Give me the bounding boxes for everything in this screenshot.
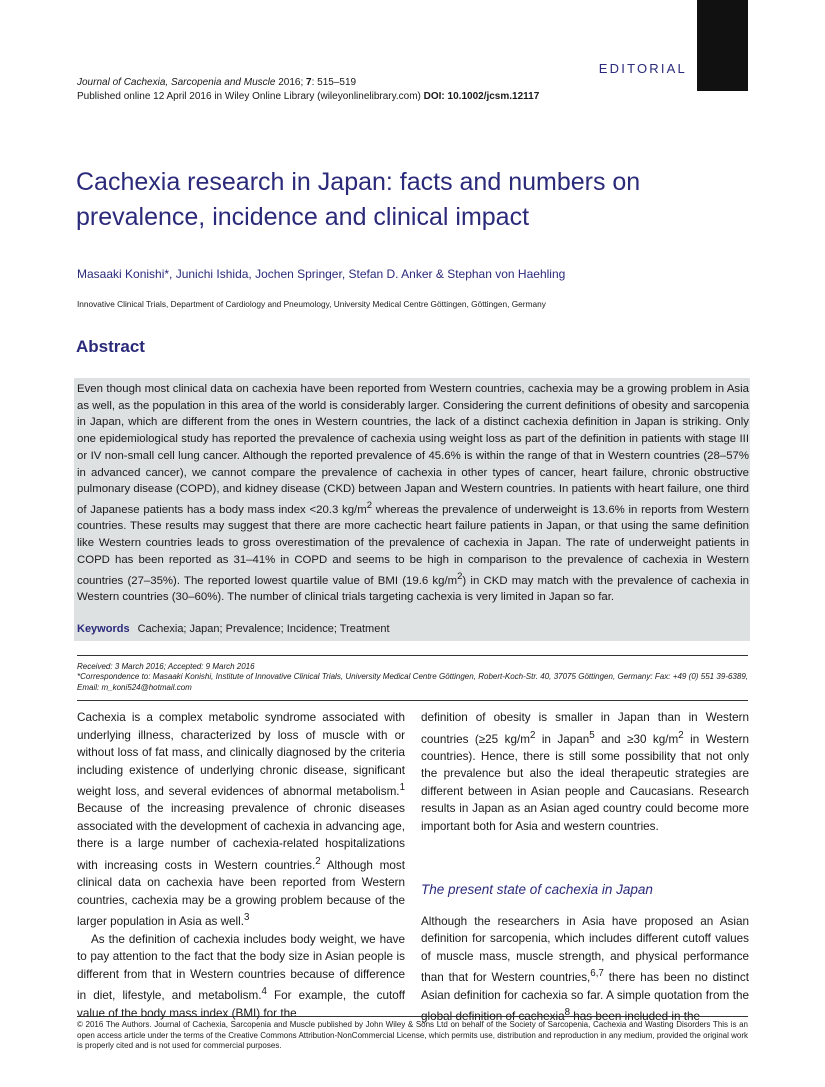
- publication-line: [77, 90, 539, 104]
- section-subheading: The present state of cachexia in Japan: [421, 882, 653, 898]
- superscript: 2: [457, 570, 463, 582]
- affiliation: Innovative Clinical Trials, Department of Cardiology and Pneumology, University Medical Centre Göttingen, Göttingen, Germany: [77, 299, 546, 309]
- superscript: 2: [678, 729, 684, 741]
- article-title: Cachexia research in Japan: facts and numbers on prevalence, incidence and clinical impact: [76, 168, 641, 231]
- superscript: 2: [366, 499, 372, 511]
- abstract-text: [77, 381, 749, 606]
- author-list[interactable]: Masaaki Konishi*, Junichi Ishida, Jochen Springer, Stefan D. Anker & Stephan von Haehling: [77, 267, 566, 281]
- corner-tab: [697, 0, 748, 91]
- divider: [77, 655, 748, 656]
- text-run: in Japan: [535, 732, 590, 746]
- keywords-label: Keywords: [77, 623, 130, 635]
- abstract-part: Even though most clinical data on cachexia have been reported from Western countries, cachexia may be a growing problem in Asia as well, as the population in this area of the world is considerably larger. Considering the current definitions of obesity and sarcopenia in Japan, which are different from the ones in Western countries, the lack of a distinct cachexia definition in Japan is striking. Only one epidemiological study has reported the prevalence of cachexia using weight loss as part of the definition in patients with stage III or IV non-small cell lung cancer. Although the reported prevalence of 45.6% is within the range of that in Western countries (28–57% in advanced cancer), we cannot compare the prevalence of cachexia in other types of cancer, heart failure, chronic obstructive pulmonary disease (COPD), and kidney disease (CKD) between Japan and Western countries. In patients with heart failure, one third of Japanese patients has a body mass index <20.3 kg/m: [77, 383, 749, 516]
- correspondence: *Correspondence to: Masaaki Konishi, Institute of Innovative Clinical Trials, University Medical Centre Göttingen, Robert-Koch-Str. 40, 37075 Göttingen, Germany: Fax: +49 (0) 551 39-6389, Email: m_koni524@hotmail.com: [77, 672, 748, 692]
- citation-ref[interactable]: 4: [261, 986, 267, 998]
- text-run: there has been no distinct Asian definition for cachexia so far. A simple quotation from the global definition of cachexia: [421, 971, 749, 1024]
- body-column-left: [77, 709, 405, 1020]
- journal-citation: [77, 76, 356, 90]
- paragraph: [77, 709, 405, 931]
- abstract-heading: Abstract: [76, 337, 145, 356]
- journal-pages: : 515–519: [311, 77, 357, 88]
- journal-year: 2016;: [278, 77, 304, 88]
- text-run: For example, the cutoff value of the body mass index (BMI) for the: [77, 989, 405, 1020]
- paragraph: [421, 709, 749, 835]
- keywords-line: [77, 623, 390, 635]
- paragraph: [77, 931, 405, 1022]
- paragraph: [421, 913, 749, 1026]
- text-run: Cachexia is a complex metabolic syndrome associated with underlying illness, characterized by loss of muscle with or without loss of fat mass, and clinically diagnosed by the criteria including existence of underlying chronic disease, significant weight loss, and several evidences of abnormal metabolism.: [77, 711, 405, 798]
- keywords-list: Cachexia; Japan; Prevalence; Incidence; Treatment: [137, 623, 390, 635]
- text-run: and ≥30 kg/m: [594, 732, 679, 746]
- citation-ref[interactable]: 6,7: [590, 968, 604, 980]
- divider: [77, 700, 748, 701]
- citation-ref[interactable]: 8: [564, 1007, 571, 1019]
- text-run: As the definition of cachexia includes body weight, we have to pay attention to the fact that the body size in Asian people is different from that in Western countries because of difference in diet, lifestyle, and metabolism.: [77, 932, 405, 1003]
- body-column-right: [421, 709, 749, 1026]
- published-online: Published online 12 April 2016 in Wiley Online Library (wileyonlinelibrary.com): [77, 91, 421, 102]
- text-run: in Western countries). Hence, there is still some possibility that not only the prevalence but also the ideal therapeutic strategies are different between in Asian people and Caucasians. Research results in Japan as an Asian aged country could become more important both for Asia and western countries.: [421, 732, 749, 833]
- copyright-footer: © 2016 The Authors. Journal of Cachexia, Sarcopenia and Muscle published by John Wiley & Sons Ltd on behalf of the Society of Sarcopenia, Cachexia and Wasting Disorders This is an open access article under the terms of the Creative Commons Attribution-NonCommercial License, which permits use, distribution and reproduction in any medium, provided the original work is properly cited and is not used for commercial purposes.: [77, 1020, 748, 1050]
- superscript: 2: [529, 729, 536, 741]
- divider: [77, 1016, 748, 1017]
- journal-name: Journal of Cachexia, Sarcopenia and Muscle: [77, 77, 276, 88]
- received-dates: Received: 3 March 2016; Accepted: 9 March 2016: [77, 662, 255, 671]
- abstract-part: ) in CKD may match with the prevalence of cachexia in Western countries (30–60%). The number of clinical trials targeting cachexia is very limited in Japan so far.: [77, 574, 749, 604]
- text-run: definition of obesity is smaller in Japan than in Western countries (≥25 kg/m: [421, 711, 749, 746]
- citation-ref[interactable]: 3: [243, 912, 250, 924]
- journal-volume: 7: [306, 77, 312, 88]
- doi[interactable]: DOI: 10.1002/jcsm.12117: [423, 91, 540, 102]
- citation-ref[interactable]: 2: [315, 855, 321, 867]
- abstract-part: whereas the prevalence of underweight is 13.6% in reports from Western countries. These results may suggest that there are more cachectic heart failure patients in Japan, or that using the same definition like Western countries leads to gross overestimation of the prevalence of cachexia in Japan. The rate of underweight patients in COPD has been reported as 31–41% in COPD and seems to be high in comparison to the prevalence of cachexia in Western countries (27–35%). The reported lowest quartile value of BMI (19.6 kg/m: [77, 503, 749, 587]
- citation-ref[interactable]: 1: [399, 782, 405, 793]
- text-run: Because of the increasing prevalence of chronic diseases associated with the development of cachexia in advancing age, there is a large number of cachexia-related hospitalizations with increasing costs in Western countries.: [77, 802, 405, 872]
- text-run: Although most clinical data on cachexia have been reported from Western countries, cachexia may be a growing problem because of the larger population in Asia as well.: [77, 858, 405, 929]
- citation-ref[interactable]: 5: [589, 729, 595, 741]
- text-run: Although the researchers in Asia have proposed an Asian definition for sarcopenia, which includes different cutoff values of muscle mass, muscle strength, and physical performance than that for Western countries,: [421, 914, 749, 985]
- text-run: has been included in the: [570, 1010, 701, 1024]
- section-label: EDITORIAL: [598, 61, 687, 76]
